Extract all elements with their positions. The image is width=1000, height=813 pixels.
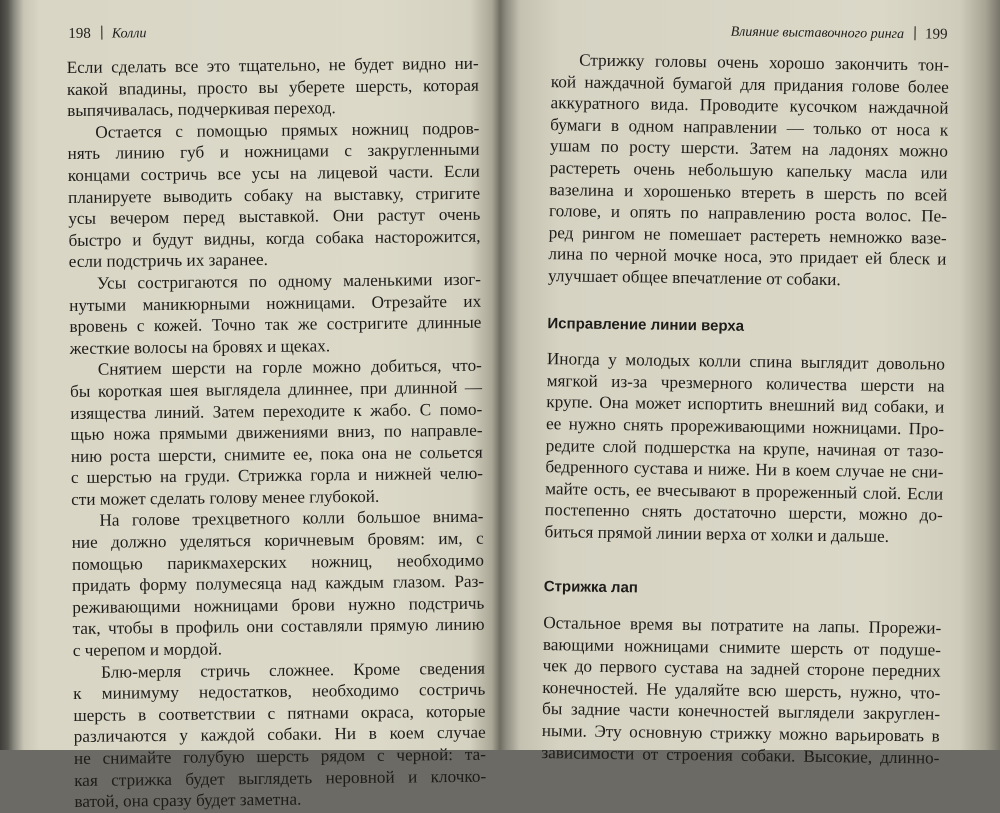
- text-line: ными. Эту основную стрижку можно варьировать в: [541, 721, 940, 746]
- text-line: лина по черной мочке носа, это придает ей блеск и: [548, 244, 947, 269]
- text-line: если подстричь их заранее.: [68, 250, 269, 272]
- text-line: какой впадины, просто вы уберете шерсть, которая: [66, 75, 479, 99]
- right-body-text: [541, 49, 949, 769]
- text-line: не снимайте голубую шерсть рядом с черной: та-: [73, 744, 487, 768]
- text-line: шерсть в соответствии с пятнами окраса, которые: [73, 701, 486, 725]
- text-line: быстро и будут видны, когда собака насторожится,: [68, 226, 481, 250]
- text-line: Снятием шерсти на горле можно добиться, что-: [97, 356, 482, 380]
- text-line: ред рингом не помешает растереть немножко вазе-: [548, 222, 947, 248]
- right-running-head: [547, 19, 947, 45]
- text-line: нять линию губ и ножницами с закругленными: [67, 140, 480, 164]
- text-line: с шерстью на груди. Стрижка горла и нижней челю-: [70, 463, 484, 488]
- text-line: На голове трехцветного колли большое внима-: [99, 507, 484, 531]
- section-heading: Стрижка лап: [543, 578, 639, 597]
- text-line: различаются у каждой собаки. Ни в коем случае: [73, 723, 486, 747]
- spacer: [544, 543, 942, 583]
- text-line: зависимости от строения собаки. Высокие, длинно-: [541, 742, 940, 768]
- paragraph: [67, 53, 480, 122]
- text-line: постепенно снять достаточно шерсти, можно до-: [544, 500, 943, 525]
- paragraph: [69, 269, 482, 360]
- text-line: чек до первого сустава на задней стороне передних: [542, 656, 941, 681]
- text-line: Остается с помощью прямых ножниц подров-: [95, 118, 480, 142]
- section-heading: Исправление линии верха: [547, 314, 745, 335]
- text-line: биться прямой линии верха от холки и дальше.: [544, 521, 890, 546]
- text-line: Стрижку головы очень хорошо закончить тон-: [579, 50, 950, 75]
- text-line: бы короткая шея выглядела длиннее, при длинной —: [69, 377, 483, 401]
- text-line: Если сделать все это тщательно, не будет видно ни-: [66, 53, 479, 78]
- text-line: майте ость, ее вчесывают в прореженный слой. Если: [545, 478, 944, 504]
- text-line: бы задние части конечностей выглядели закруглен-: [541, 699, 941, 725]
- text-line: вровень с кожей. Точно так же состригите длинные: [69, 312, 482, 337]
- paragraph: [73, 657, 487, 812]
- text-line: Остальное время вы потратите на лапы. Прорежи-: [543, 613, 942, 638]
- text-line: изящества линий. Затем переходите к жабо. С помо-: [70, 399, 483, 423]
- text-line: реживающими ножницами брови нужно подстричь: [72, 593, 485, 617]
- paragraph: [548, 49, 949, 292]
- right-running-title: Влияние выставочного ринга: [730, 24, 905, 43]
- text-line: ватой, она сразу будет заметна.: [74, 789, 302, 812]
- paragraph: [544, 348, 945, 548]
- text-line: планируете выводить собаку на выставку, стригите: [67, 183, 481, 207]
- text-line: к минимуму недостатков, необходимо состричь: [73, 679, 486, 704]
- text-line: сти может сделать голову менее глубокой.: [71, 486, 380, 509]
- text-line: с черепом и мордой.: [72, 639, 223, 661]
- text-line: кой наждачной бумагой для придания голове более: [550, 71, 949, 97]
- paragraph: [67, 117, 481, 272]
- text-line: мягкой из-за чрезмерного количества шерсти на: [546, 370, 945, 396]
- left-running-head: [68, 20, 470, 44]
- text-line: щью ножа прямыми движениями вниз, по направле-: [70, 420, 483, 445]
- left-page: [40, 0, 488, 812]
- text-line: ее нужно снять прореживающими ножницами. Про-: [545, 413, 945, 439]
- text-line: редите слой подшерстка на крупе, начиная от тазо-: [545, 435, 944, 461]
- right-page-number: 199: [924, 26, 948, 43]
- text-line: бедренного сустава и ниже. Ни в коем случае не сни-: [545, 457, 944, 482]
- text-line: кая стрижка будет выглядеть неровной и клочко-: [74, 766, 487, 790]
- text-line: помощью парикмахерских ножниц, необходимо: [71, 550, 484, 574]
- left-running-title: Колли: [111, 26, 147, 42]
- text-line: Иногда у молодых колли спина выглядит довольно: [546, 349, 946, 374]
- paragraph: [71, 506, 485, 661]
- text-line: усы вечером перед выставкой. Они растут очень: [68, 204, 481, 229]
- text-line: нутыми маникюрными ножницами. Отрезайте их: [69, 291, 482, 315]
- header-divider: [914, 26, 915, 40]
- text-line: придать форму полумесяца над каждым глазом. Раз-: [72, 571, 485, 596]
- text-line: ушам по росту шерсти. Затем на ладонях можно: [549, 136, 949, 162]
- text-line: нию роста шерсти, снимите ее, пока она не сольется: [70, 442, 483, 466]
- right-page: [538, 0, 968, 768]
- paragraph: [70, 355, 484, 510]
- text-line: Блю-мерля стричь сложнее. Кроме сведения: [100, 658, 486, 682]
- left-page-number: 198: [68, 25, 91, 43]
- text-line: растереть очень небольшую капельку масла или: [549, 158, 948, 183]
- paragraph: [541, 612, 941, 769]
- text-line: концами состричь все усы на лицевой части. Если: [67, 161, 480, 185]
- text-line: вающими ножницами снимите шерсть от подуше-: [542, 634, 942, 660]
- text-line: бумаги в одном направлении — только от носа к: [550, 114, 949, 140]
- text-line: жесткие волосы на бровях и щеках.: [69, 336, 331, 358]
- text-line: Усы состригаются по одному маленькими изог-: [96, 269, 482, 293]
- text-line: ние должно уделяться коричневым бровям: им, с: [71, 528, 484, 553]
- text-line: выпячивалась, подчеркивая переход.: [67, 98, 336, 121]
- text-line: вазелина и хорошенько втереть в шерсть по всей: [549, 179, 948, 205]
- text-line: улучшает общее впечатление от собаки.: [547, 266, 841, 290]
- text-line: так, чтобы в профиль они составляли прямую линию: [72, 615, 485, 639]
- left-body-text: [67, 53, 487, 813]
- text-line: конечностей. Не удаляйте всю шерсть, нужно, что-: [542, 677, 941, 703]
- header-divider: [101, 26, 102, 40]
- text-line: аккуратного вида. Проводите кусочком наждачной: [550, 93, 949, 118]
- text-line: голове, и опять по направлению роста волос. Пе-: [548, 201, 948, 226]
- text-line: крупе. Она может испортить внешний вид собаки, и: [546, 392, 945, 417]
